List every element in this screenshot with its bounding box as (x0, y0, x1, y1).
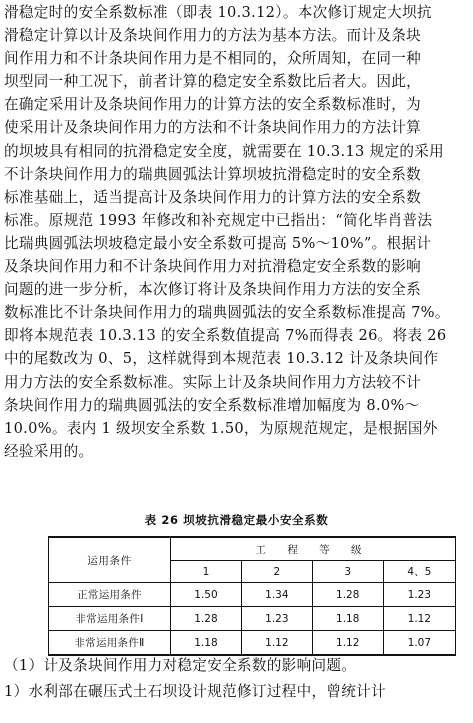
table-cell: 1.28 (171, 607, 242, 631)
text-line: 1）水利部在碾压式土石坝设计规范修订过程中，曾统计计 (4, 683, 386, 700)
row-label: 非常运用条件Ⅱ (49, 631, 171, 656)
text-line: 在确定采用计及条块间作用力的计算方法的安全系数标准时，为 (4, 96, 422, 114)
table-cell: 1.18 (312, 607, 383, 631)
grade-cell: 4、5 (383, 561, 455, 583)
text-line: 不计条块间作用力的瑞典圆弧法计算坝坡抗滑稳定时的安全系数 (4, 165, 422, 183)
row-label: 正常运用条件 (49, 583, 171, 607)
text-line: 滑稳定时的安全系数标准（即表 10.3.12）。本次修订规定大坝抗 (4, 4, 432, 21)
text-line: 用力方法的安全系数标准。实际上计及条块间作用力方法较不计 (4, 373, 422, 391)
safety-factor-table (48, 536, 456, 656)
grade-cell: 3 (312, 561, 383, 583)
text-line: 条块间作用力的瑞典圆弧法的安全系数标准增加幅度为 8.0%～ (4, 396, 420, 414)
text-line: 问题的进一步分析，本次修订将计及条块间作用力方法的安全系 (4, 281, 422, 299)
table-cell: 1.50 (171, 583, 242, 607)
text-line: 即将本规范表 10.3.13 的安全系数值提高 7%而得表 26。将表 26 (4, 327, 447, 345)
following-paragraph (4, 653, 470, 705)
table-cell: 1.34 (241, 583, 312, 607)
text-line: 使采用计及条块间作用力的方法和不计条块间作用力的方法计算 (4, 119, 422, 137)
text-line: 比瑞典圆弧法坝坡稳定最小安全系数可提高 5%～10%”。根据计 (4, 234, 432, 252)
grade-cell: 2 (241, 561, 312, 583)
table-header-row (49, 537, 456, 561)
table-cell: 1.23 (383, 583, 455, 607)
grade-cell: 1 (171, 561, 242, 583)
text-line: 10.0%。表内 1 级坝安全系数 1.50，为原规范规定，是根据国外 (4, 419, 438, 437)
text-line: （1）计及条块间作用力对稳定安全系数的影响问题。 (4, 657, 357, 674)
text-line: 数标准比不计条块间作用力的瑞典圆弧法的安全系数标准提高 7%。 (4, 304, 450, 322)
text-line: 标准。原规范 1993 年修改和补充规定中已指出：“简化毕肖普法 (4, 211, 433, 229)
grade-header: 工 程 等 级 (171, 537, 456, 561)
table-row (49, 631, 456, 656)
row-label: 非常运用条件Ⅰ (49, 607, 171, 631)
table-cell: 1.12 (312, 631, 383, 656)
text-line: 中的尾数改为 0、5，这样就得到本规范表 10.3.12 计及条块间作 (4, 350, 439, 368)
text-line: 间作用力和不计条块间作用力是不相同的，众所周知，在同一种 (4, 50, 422, 68)
table-cell: 1.07 (383, 631, 455, 656)
body-paragraph (4, 1, 470, 463)
table-cell: 1.28 (312, 583, 383, 607)
text-line: 标准基础上，适当提高计及条块间作用力的计算方法的安全系数 (4, 188, 422, 206)
text-line: 滑稳定计算以计及条块间作用力的方法为基本方法。而计及条块 (4, 27, 422, 45)
table-cell: 1.23 (241, 607, 312, 631)
text-line: 及条块间作用力和不计条块间作用力对抗滑稳定安全系数的影响 (4, 258, 422, 276)
table-row (49, 607, 456, 631)
table-cell: 1.12 (383, 607, 455, 631)
table-caption: 表 26 坝坡抗滑稳定最小安全系数 (144, 513, 329, 527)
table-cell: 1.18 (171, 631, 242, 656)
text-line: 经验采用的。 (4, 442, 94, 460)
table-row (49, 583, 456, 607)
text-line: 坝型同一种工况下，前者计算的稳定安全系数比后者大。因此， (4, 73, 422, 91)
text-line: 的坝坡具有相同的抗滑稳定安全度，就需要在 10.3.13 规定的采用 (4, 142, 445, 160)
table-cell: 1.12 (241, 631, 312, 656)
condition-header: 运用条件 (49, 537, 171, 583)
